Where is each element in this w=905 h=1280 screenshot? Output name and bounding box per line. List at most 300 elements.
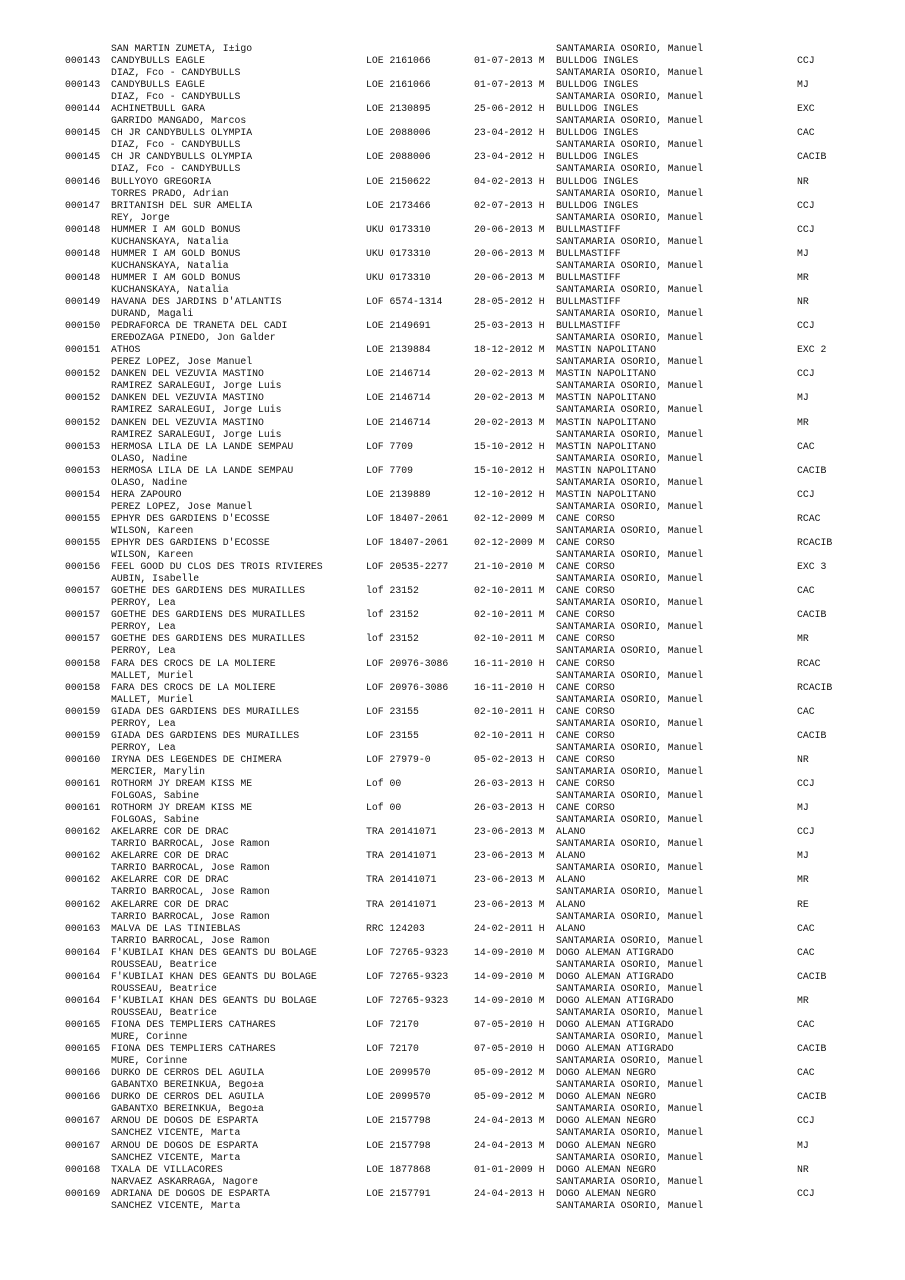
award-code: CCJ [797,1115,815,1127]
award-code: MJ [797,850,809,862]
award-code: CCJ [797,55,815,66]
birth-date: 01-07-2013 [474,79,533,91]
birth-date: 02-10-2011 [474,729,533,741]
entry-number: 000146 [65,175,101,187]
entry-row [0,296,905,308]
registration-number: LOE 2157798 [366,1115,431,1127]
owner-row [0,188,905,200]
owner-name: TORRES PRADO, Adrian [111,187,229,199]
owner-name: FOLGOAS, Sabine [111,790,200,801]
birth-date: 02-10-2011 [474,609,533,621]
judge-name: SANTAMARIA OSORIO, Manuel [556,790,703,801]
breed-name: MASTIN NAPOLITANO [556,392,656,404]
birth-date-sex [474,923,545,935]
owner-name: MERCIER, Marylin [111,765,206,777]
judge-name: SANTAMARIA OSORIO, Manuel [556,910,703,922]
birth-date: 28-05-2012 [474,296,533,307]
owner-row [0,260,905,272]
owner-name: DIAZ, Fco - CANDYBULLS [111,91,241,103]
owner-row [0,453,905,465]
entry-number: 000158 [65,657,101,669]
entry-row [0,1091,905,1103]
owner-row [0,670,905,682]
registration-number: UKU 0173310 [366,271,431,283]
dog-name: ACHINETBULL GARA [111,103,206,115]
entry-number: 000151 [65,344,101,356]
entry-number: 000145 [65,151,101,163]
award-code: NR [797,1163,809,1175]
birth-date: 02-10-2011 [474,585,533,597]
award-code: CAC [797,1067,815,1079]
entry-row [0,417,905,429]
owner-name: SANCHEZ VICENTE, Marta [111,1127,241,1139]
birth-date-sex [474,513,545,525]
birth-date-sex [474,200,545,212]
registration-number: LOF 18407-2061 [366,537,449,548]
dog-name: CANDYBULLS EAGLE [111,79,206,91]
sex-code: H [538,1187,545,1199]
owner-name: ROUSSEAU, Beatrice [111,1006,217,1018]
birth-date: 23-06-2013 [474,826,533,838]
registration-number: LOF 72765-9323 [366,970,449,982]
breed-name: MASTIN NAPOLITANO [556,440,656,452]
registration-number: LOF 18407-2061 [366,512,449,524]
birth-date: 02-10-2011 [474,705,533,717]
entry-number: 000152 [65,392,101,404]
birth-date: 24-02-2011 [474,922,533,934]
owner-row [0,742,905,754]
birth-date-sex [474,826,545,838]
entry-number: 000159 [65,729,101,741]
birth-date: 23-06-2013 [474,850,533,862]
judge-name: SANTAMARIA OSORIO, Manuel [556,476,703,488]
award-code: MR [797,874,809,886]
entry-row [0,899,905,911]
entry-number: 000167 [65,1115,101,1127]
registration-number: LOE 2173466 [366,199,431,211]
birth-date-sex [474,1164,545,1176]
sex-code: M [538,392,545,404]
breed-name: MASTIN NAPOLITANO [556,344,656,356]
breed-name: CANE CORSO [556,512,615,524]
owner-name: EREÐOZAGA PINEDO, Jon Galder [111,332,276,344]
owner-name: DIAZ, Fco - CANDYBULLS [111,163,241,175]
birth-date-sex [474,682,545,694]
owner-name: FOLGOAS, Sabine [111,814,200,826]
first-owner-line [0,43,905,55]
owner-row [0,862,905,874]
birth-date-sex [474,441,545,453]
award-code: CCJ [797,826,815,838]
judge-name: SANTAMARIA OSORIO, Manuel [556,524,703,536]
birth-date-sex [474,1140,545,1152]
owner-name: RAMIREZ SARALEGUI, Jorge Luis [111,404,282,416]
owner-name: OLASO, Nadine [111,476,188,488]
birth-date: 02-07-2013 [474,199,533,211]
entry-row [0,465,905,477]
dog-name: DANKEN DEL VEZUVIA MASTINO [111,416,264,428]
judge-name: SANTAMARIA OSORIO, Manuel [556,187,703,199]
birth-date-sex [474,151,545,163]
birth-date-sex [474,55,545,67]
breed-name: ALANO [556,850,586,862]
breed-name: DOGO ALEMAN NEGRO [556,1187,656,1199]
sex-code: H [538,778,545,789]
breed-name: CANE CORSO [556,802,615,814]
birth-date-sex [474,899,545,911]
owner-row [0,404,905,416]
registration-number: TRA 20141071 [366,826,437,838]
sex-code: M [538,537,545,548]
owner-row [0,332,905,344]
award-code: CCJ [797,368,815,380]
birth-date: 16-11-2010 [474,681,533,693]
entry-row [0,850,905,862]
breed-name: BULLDOG INGLES [556,127,639,139]
award-code: CAC [797,440,815,452]
entry-row [0,513,905,525]
birth-date-sex [474,850,545,862]
birth-date: 01-07-2013 [474,55,533,66]
birth-date-sex [474,585,545,597]
owner-row [0,477,905,489]
award-code: CACIB [797,729,827,741]
sex-code: H [538,151,545,163]
entry-row [0,923,905,935]
owner-row [0,67,905,79]
sex-code: M [538,826,545,838]
judge-name: SANTAMARIA OSORIO, Manuel [556,645,703,657]
birth-date: 14-09-2010 [474,994,533,1006]
birth-date-sex [474,417,545,429]
judge-name: SANTAMARIA OSORIO, Manuel [556,1175,703,1187]
entry-number: 000147 [65,199,101,211]
entry-row [0,730,905,742]
award-code: CACIB [797,970,827,982]
birth-date: 20-06-2013 [474,247,533,259]
birth-date-sex [474,272,545,284]
entry-row [0,561,905,573]
registration-number: LOF 7709 [366,464,414,476]
owner-name: GARRIDO MANGADO, Marcos [111,115,247,127]
owner-row [0,1103,905,1115]
birth-date: 02-10-2011 [474,633,533,645]
registration-number: TRA 20141071 [366,898,437,910]
owner-row [0,429,905,441]
judge-name: SANTAMARIA OSORIO, Manuel [556,404,703,416]
birth-date: 18-12-2012 [474,344,533,356]
dog-name: AKELARRE COR DE DRAC [111,898,229,910]
owner-row [0,115,905,127]
owner-name: PERROY, Lea [111,597,176,609]
birth-date: 24-04-2013 [474,1187,533,1199]
birth-date-sex [474,947,545,959]
entry-row [0,1043,905,1055]
dog-name: MALVA DE LAS TINIEBLAS [111,922,241,934]
owner-row [0,549,905,561]
award-code: MR [797,633,809,645]
award-code: NR [797,175,809,187]
breed-name: BULLMASTIFF [556,223,621,235]
owner-row [0,694,905,706]
breed-name: CANE CORSO [556,729,615,741]
owner-row [0,1200,905,1212]
dog-name: ADRIANA DE DOGOS DE ESPARTA [111,1187,270,1199]
breed-name: DOGO ALEMAN NEGRO [556,1067,656,1079]
owner-row [0,935,905,947]
birth-date-sex [474,730,545,742]
birth-date: 07-05-2010 [474,1043,533,1055]
owner-name: PERROY, Lea [111,741,176,753]
sex-code: M [538,344,545,356]
birth-date: 14-09-2010 [474,946,533,958]
award-code: CCJ [797,778,815,789]
award-code: CCJ [797,488,815,500]
entry-number: 000161 [65,778,101,789]
birth-date: 20-02-2013 [474,392,533,404]
breed-name: BULLMASTIFF [556,271,621,283]
birth-date: 05-09-2012 [474,1091,533,1103]
owner-row [0,959,905,971]
dog-name: F'KUBILAI KHAN DES GEANTS DU BOLAGE [111,946,317,958]
award-code: CACIB [797,151,827,163]
owner-name: DIAZ, Fco - CANDYBULLS [111,139,241,151]
birth-date-sex [474,103,545,115]
birth-date-sex [474,995,545,1007]
breed-name: CANE CORSO [556,633,615,645]
birth-date-sex [474,1188,545,1200]
judge-name: SANTAMARIA OSORIO, Manuel [556,211,703,223]
entry-number: 000162 [65,898,101,910]
registration-number: LOE 2139884 [366,344,431,356]
sex-code: H [538,488,545,500]
judge-name: SANTAMARIA OSORIO, Manuel [556,91,703,103]
entry-row [0,248,905,260]
birth-date: 15-10-2012 [474,440,533,452]
birth-date: 15-10-2012 [474,464,533,476]
entry-row [0,658,905,670]
dog-name: FARA DES CROCS DE LA MOLIERE [111,681,276,693]
breed-name: CANE CORSO [556,657,615,669]
award-code: RCACIB [797,537,833,548]
award-code: CCJ [797,1187,815,1199]
entry-number: 000160 [65,753,101,765]
breed-name: CANE CORSO [556,705,615,717]
sex-code: H [538,922,545,934]
dog-name: HUMMER I AM GOLD BONUS [111,223,241,235]
award-code: CCJ [797,320,815,332]
registration-number: lof 23152 [366,609,419,621]
entry-number: 000155 [65,512,101,524]
owner-name: MALLET, Muriel [111,669,194,681]
registration-number: LOE 2130895 [366,103,431,115]
registration-number: LOE 2099570 [366,1067,431,1079]
judge-name: SANTAMARIA OSORIO, Manuel [556,741,703,753]
owner-row [0,308,905,320]
owner-row [0,356,905,368]
dog-name: GOETHE DES GARDIENS DES MURAILLES [111,633,306,645]
owner-name: SANCHEZ VICENTE, Marta [111,1199,241,1211]
award-code: CAC [797,127,815,139]
breed-name: BULLDOG INGLES [556,151,639,163]
owner-row [0,1055,905,1067]
dog-name: GOETHE DES GARDIENS DES MURAILLES [111,609,306,621]
entry-number: 000165 [65,1043,101,1055]
owner-name: SANCHEZ VICENTE, Marta [111,1151,241,1163]
registration-number: TRA 20141071 [366,850,437,862]
sex-code: H [538,802,545,814]
birth-date: 05-09-2012 [474,1067,533,1079]
dog-name: AKELARRE COR DE DRAC [111,826,229,838]
owner-row [0,1007,905,1019]
award-code: CAC [797,946,815,958]
award-code: CAC [797,585,815,597]
judge-name: SANTAMARIA OSORIO, Manuel [556,308,703,319]
breed-name: DOGO ALEMAN NEGRO [556,1115,656,1127]
entry-number: 000157 [65,609,101,621]
breed-name: MASTIN NAPOLITANO [556,464,656,476]
entry-number: 000168 [65,1163,101,1175]
owner-row [0,621,905,633]
entry-number: 000148 [65,271,101,283]
entry-row [0,1115,905,1127]
entry-row [0,368,905,380]
birth-date: 26-03-2013 [474,802,533,814]
owner-name: DURAND, Magali [111,308,194,319]
entry-row [0,1188,905,1200]
award-code: CACIB [797,464,827,476]
entry-row [0,200,905,212]
birth-date-sex [474,1019,545,1031]
registration-number: LOE 2150622 [366,175,431,187]
owner-row [0,284,905,296]
dog-name: DURKO DE CERROS DEL AGUILA [111,1067,264,1079]
birth-date-sex [474,561,545,573]
dog-name: DURKO DE CERROS DEL AGUILA [111,1091,264,1103]
sex-code: M [538,368,545,380]
owner-row [0,1127,905,1139]
entry-number: 000154 [65,488,101,500]
owner-name: KUCHANSKAYA, Natalia [111,283,229,295]
sex-code: M [538,970,545,982]
owner-name: PEREZ LOPEZ, Jose Manuel [111,356,253,368]
judge-name: SANTAMARIA OSORIO, Manuel [556,67,703,78]
award-code: NR [797,753,809,765]
birth-date-sex [474,1115,545,1127]
sex-code: M [538,1139,545,1151]
award-code: EXC [797,103,815,115]
entry-row [0,392,905,404]
sex-code: H [538,199,545,211]
breed-name: CANE CORSO [556,561,615,573]
entry-number: 000161 [65,802,101,814]
birth-date: 02-12-2009 [474,537,533,548]
owner-name: SAN MARTIN ZUMETA, I±igo [111,43,253,54]
birth-date: 25-06-2012 [474,103,533,115]
award-code: NR [797,296,809,307]
entry-row [0,127,905,139]
owner-name: TARRIO BARROCAL, Jose Ramon [111,934,270,946]
registration-number: LOF 20535-2277 [366,561,449,573]
birth-date: 20-02-2013 [474,368,533,380]
sex-code: H [538,753,545,765]
owner-row [0,1031,905,1043]
entry-row [0,103,905,115]
breed-name: CANE CORSO [556,537,615,548]
entry-number: 000162 [65,850,101,862]
award-code: CACIB [797,609,827,621]
breed-name: CANE CORSO [556,585,615,597]
breed-name: ALANO [556,922,586,934]
entry-row [0,489,905,501]
birth-date-sex [474,344,545,356]
breed-name: ALANO [556,874,586,886]
birth-date-sex [474,127,545,139]
award-code: MR [797,416,809,428]
judge-name: SANTAMARIA OSORIO, Manuel [556,1151,703,1163]
sex-code: M [538,585,545,597]
birth-date: 23-06-2013 [474,898,533,910]
birth-date: 14-09-2010 [474,970,533,982]
breed-name: BULLDOG INGLES [556,199,639,211]
entry-row [0,826,905,838]
owner-row [0,212,905,224]
registration-number: LOF 27979-0 [366,753,431,765]
owner-row [0,886,905,898]
entry-number: 000153 [65,464,101,476]
award-code: MJ [797,1139,809,1151]
judge-name: SANTAMARIA OSORIO, Manuel [556,235,703,247]
birth-date-sex [474,392,545,404]
owner-row [0,380,905,392]
owner-name: AUBIN, Isabelle [111,573,200,585]
registration-number: Lof 00 [366,802,402,814]
registration-number: LOF 20976-3086 [366,657,449,669]
sex-code: H [538,657,545,669]
owner-name: KUCHANSKAYA, Natalia [111,259,229,271]
dog-name: CH JR CANDYBULLS OLYMPIA [111,127,253,139]
entry-number: 000144 [65,103,101,115]
birth-date-sex [474,778,545,790]
sex-code: M [538,994,545,1006]
entry-row [0,537,905,549]
sex-code: M [538,416,545,428]
breed-name: CANE CORSO [556,778,615,789]
dog-name: FIONA DES TEMPLIERS CATHARES [111,1043,276,1055]
dog-name: EPHYR DES GARDIENS D'ECOSSE [111,512,270,524]
owner-row [0,718,905,730]
judge-name: SANTAMARIA OSORIO, Manuel [556,1127,703,1139]
entry-number: 000162 [65,826,101,838]
breed-name: CANE CORSO [556,609,615,621]
award-code: RCAC [797,512,821,524]
entry-row [0,344,905,356]
entry-row [0,151,905,163]
judge-name: SANTAMARIA OSORIO, Manuel [556,452,703,464]
judge-name: SANTAMARIA OSORIO, Manuel [556,862,703,874]
sex-code: H [538,127,545,139]
award-code: CAC [797,705,815,717]
entry-number: 000162 [65,874,101,886]
award-code: CAC [797,1019,815,1030]
sex-code: M [538,512,545,524]
birth-date: 23-06-2013 [474,874,533,886]
entry-row [0,706,905,718]
registration-number: LOF 23155 [366,729,419,741]
registration-number: LOE 2157798 [366,1139,431,1151]
entry-row [0,609,905,621]
birth-date-sex [474,537,545,549]
